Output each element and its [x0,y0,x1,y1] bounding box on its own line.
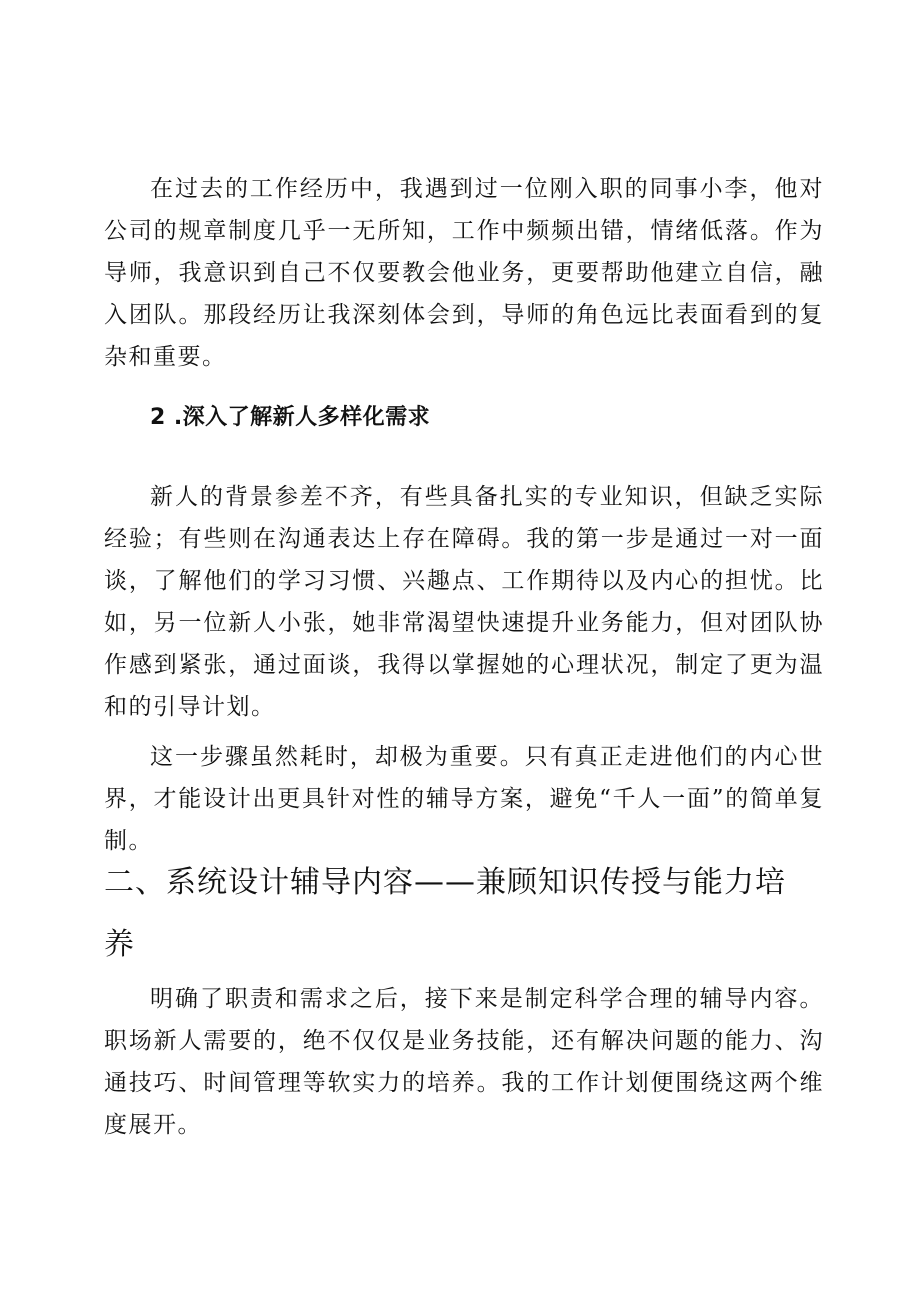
subheading-text: .深入了解新人多样化需求 [173,405,431,430]
paragraph-mentor-experience: 在过去的工作经历中，我遇到过一位刚入职的同事小李，他对公司的规章制度几乎一无所知，工作中频频出错，情绪低落。作为导师，我意识到自己不仅要教会他业务，更要帮助他建立自信，融入团队。那段经历让我深刻体会到，导师的角色远比表面看到的复杂和重要。 [104,176,824,370]
subheading-understand-needs [150,398,430,438]
paragraph-coaching-content: 明确了职责和需求之后，接下来是制定科学合理的辅导内容。职场新人需要的，绝不仅仅是业务技能，还有解决问题的能力、沟通技巧、时间管理等软实力的培养。我的工作计划便围绕这两个维度展开。 [104,986,824,1138]
paragraph-step-importance: 这一步骤虽然耗时，却极为重要。只有真正走进他们的内心世界，才能设计出更具针对性的辅导方案，避免“千人一面”的简单复制。 [104,744,824,854]
paragraph-newcomer-backgrounds: 新人的背景参差不齐，有些具备扎实的专业知识，但缺乏实际经验；有些则在沟通表达上存在障碍。我的第一步是通过一对一面谈，了解他们的学习习惯、兴趣点、工作期待以及内心的担忧。比如，另一位新人小张，她非常渴望快速提升业务能力，但对团队协作感到紧张，通过面谈，我得以掌握她的心理状况，制定了更为温和的引导计划。 [104,484,824,720]
section-heading-design-content: 二、系统设计辅导内容——兼顾知识传授与能力培养 [104,865,786,962]
subheading-number: 2 [150,405,166,430]
